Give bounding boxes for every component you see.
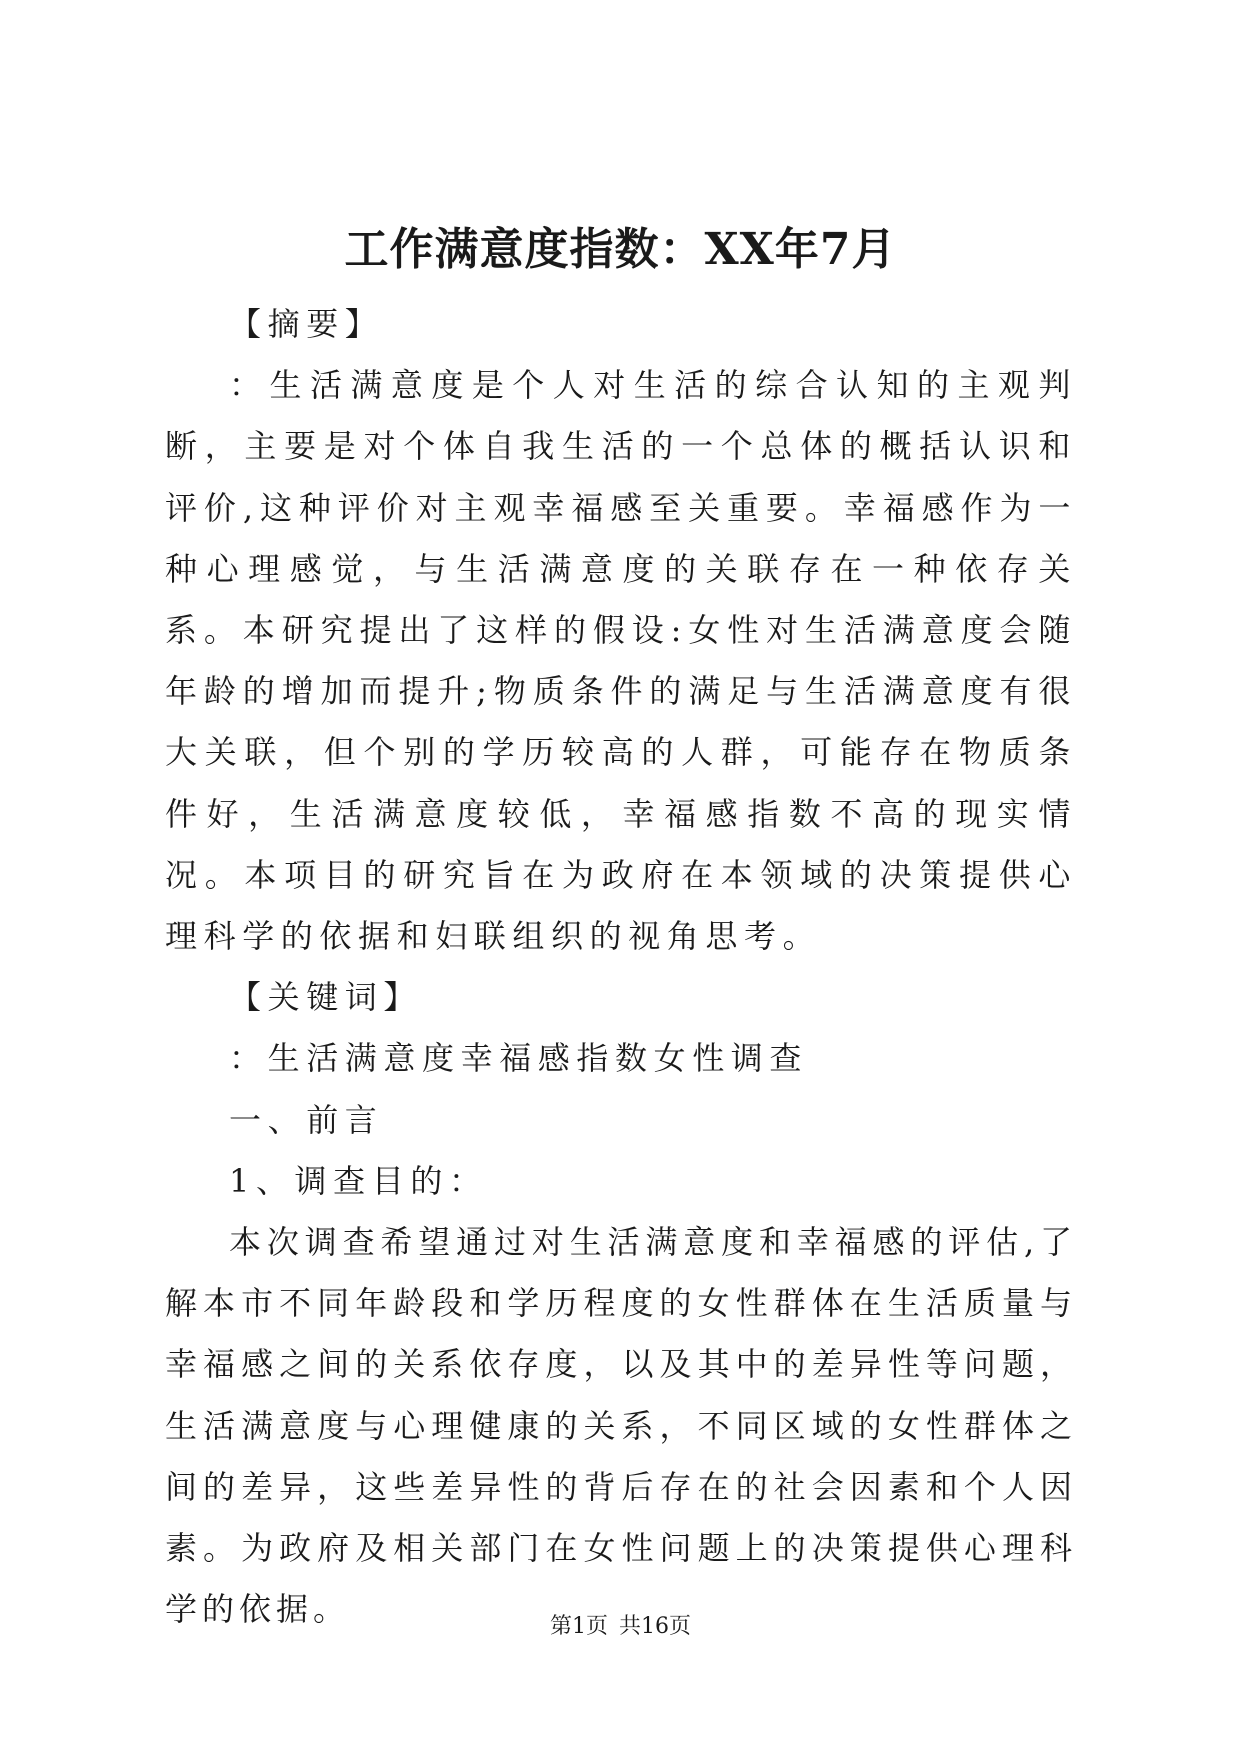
keywords-paragraph: ：生活满意度幸福感指数女性调查: [229, 1039, 809, 1078]
page-number: 第1页: [550, 1614, 608, 1639]
document-title: 工作满意度指数：XX年7月: [344, 224, 897, 275]
abstract-paragraph: ：生活满意度是个人对生活的综合认知的主观判断，主要是对个体自我生活的一个总体的概括认识和评价,这种评价对主观幸福感至关重要。幸福感作为一种心理感觉，与生活满意度的关联存在一种依存关系。本研究提出了这样的假设:女性对生活满意度会随年龄的增加而提升;物质条件的满足与生活满意度有很大关联，但个别的学历较高的人群，可能存在物质条件好，生活满意度较低，幸福感指数不高的现实情况。本项目的研究旨在为政府在本领域的决策提供心理科学的依据和妇联组织的视角思考。: [165, 366, 1077, 956]
document-body: [165, 294, 1077, 1640]
subsection-heading-purpose: 1、调查目的：: [229, 1161, 488, 1200]
keywords-heading: 【关键词】: [229, 978, 423, 1017]
abstract-heading: 【摘要】: [229, 305, 384, 343]
section-heading-preface: 一、前言: [229, 1100, 384, 1139]
purpose-paragraph: 本次调查希望通过对生活满意度和幸福感的评估,了解本市不同年龄段和学历程度的女性群体在生活质量与幸福感之间的关系依存度，以及其中的差异性等问题，生活满意度与心理健康的关系，不同区域的女性群体之间的差异，这些差异性的背后存在的社会因素和个人因素。为政府及相关部门在女性问题上的决策提供心理科学的依据。: [165, 1223, 1077, 1629]
page-total: 共16页: [619, 1614, 691, 1639]
page-footer: [0, 1613, 1241, 1641]
